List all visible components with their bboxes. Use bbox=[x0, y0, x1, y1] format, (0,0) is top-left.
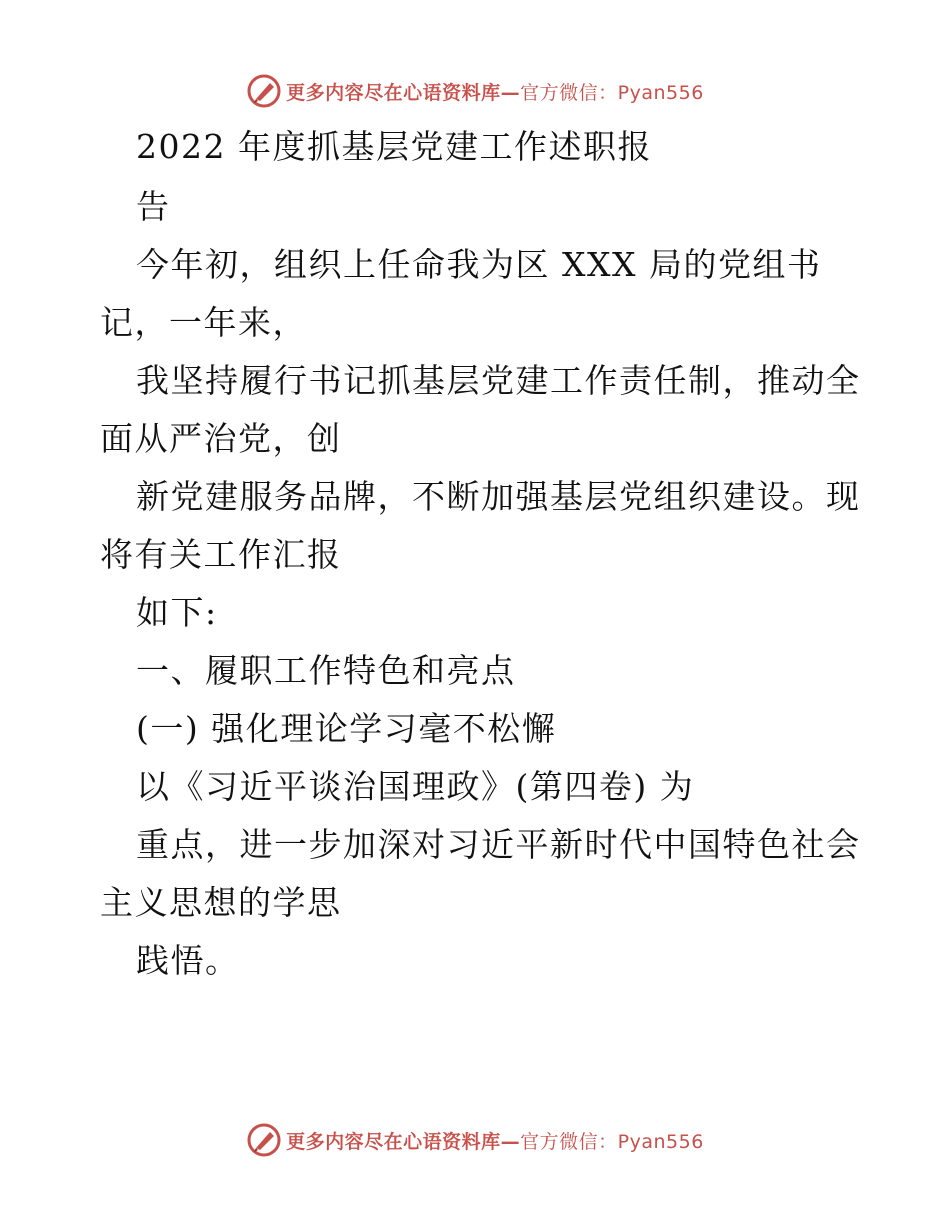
watermark-text: 更多内容尽在心语资料库—官方微信：Pyan556 bbox=[286, 1130, 704, 1153]
watermark-contact: 官方微信：Pyan556 bbox=[520, 81, 704, 104]
paragraph-line: 主义思想的学思 bbox=[100, 883, 342, 922]
paragraph-line: 今年初，组织上任命我为区 XXX 局的党组书 bbox=[136, 245, 822, 284]
paragraph-line: 面从严治党，创 bbox=[100, 419, 342, 458]
document-title-line-1: 2022 年度抓基层党建工作述职报 bbox=[136, 127, 652, 166]
pen-logo-icon bbox=[246, 73, 282, 109]
footer-watermark bbox=[0, 1120, 950, 1160]
watermark-text: 更多内容尽在心语资料库—官方微信：Pyan556 bbox=[286, 81, 704, 104]
paragraph-line: 我坚持履行书记抓基层党建工作责任制，推动全 bbox=[136, 361, 861, 400]
pen-logo-icon bbox=[246, 1122, 282, 1158]
subsection-heading: (一) 强化理论学习毫不松懈 bbox=[136, 709, 557, 748]
document-title-line-2: 告 bbox=[136, 187, 171, 226]
paragraph-line: 如下: bbox=[136, 593, 218, 632]
watermark-contact: 官方微信：Pyan556 bbox=[520, 1130, 704, 1153]
paragraph-line: 践悟。 bbox=[136, 941, 240, 980]
paragraph-line: 重点，进一步加深对习近平新时代中国特色社会 bbox=[136, 825, 861, 864]
paragraph-line: 将有关工作汇报 bbox=[100, 535, 342, 574]
paragraph-line: 新党建服务品牌，不断加强基层党组织建设。现 bbox=[136, 477, 861, 516]
section-heading: 一、履职工作特色和亮点 bbox=[136, 651, 516, 690]
paragraph-line: 以《习近平谈治国理政》(第四卷) 为 bbox=[136, 767, 695, 806]
paragraph-line: 记，一年来， bbox=[100, 303, 307, 342]
header-watermark bbox=[0, 71, 950, 111]
